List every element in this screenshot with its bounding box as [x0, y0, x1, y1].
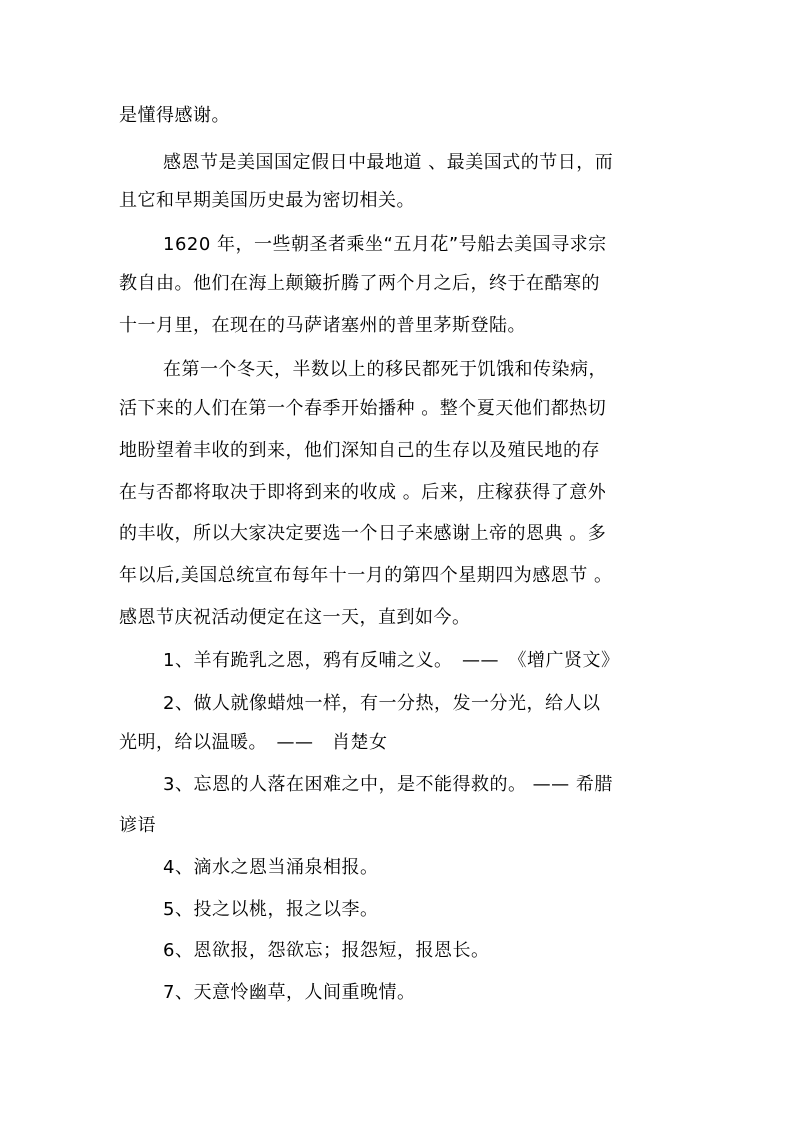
text-line: 在与否都将取决于即将到来的收成 。后来，庄稼获得了意外 — [119, 482, 607, 503]
text-line: 是懂得感谢。 — [119, 105, 230, 126]
text-line: 教自由。他们在海上颠簸折腾了两个月之后，终于在酷寒的 — [119, 273, 600, 294]
list-item: 4、滴水之恩当涌泉相报。 — [163, 857, 379, 878]
text-line: 年以后,美国总统宣布每年十一月的第四个星期四为感恩节 。 — [119, 565, 613, 586]
text-line: 1620 年，一些朝圣者乘坐“五月花”号船去美国寻求宗 — [163, 234, 607, 255]
text-line: 地盼望着丰收的到来，他们深知自己的生存以及殖民地的存 — [119, 440, 600, 461]
text-line: 十一月里，在现在的马萨诸塞州的普里茅斯登陆。 — [119, 315, 526, 336]
list-item: 3、忘恩的人落在困难之中，是不能得救的。 —— 希腊 — [163, 774, 613, 795]
text-line: 的丰收，所以大家决定要选一个日子来感谢上帝的恩典 。多 — [119, 523, 607, 544]
list-item: 5、投之以桃，报之以李。 — [163, 899, 379, 920]
text-line: 感恩节是美国国定假日中最地道 、最美国式的节日，而 — [163, 152, 614, 173]
text-line: 活下来的人们在第一个春季开始播种 。整个夏天他们都热切 — [119, 398, 607, 419]
list-item-continuation: 谚语 — [119, 815, 156, 836]
text-line: 感恩节庆祝活动便定在这一天，直到如今。 — [119, 607, 471, 628]
list-item: 2、做人就像蜡烛一样，有一分热，发一分光，给人以 — [163, 693, 601, 714]
list-item: 7、天意怜幽草，人间重晚情。 — [163, 982, 416, 1003]
list-item-continuation: 光明，给以温暖。 —— 肖楚女 — [119, 732, 388, 753]
text-line: 在第一个冬天，半数以上的移民都死于饥饿和传染病， — [163, 359, 607, 380]
list-item: 6、恩欲报，怨欲忘；报怨短，报恩长。 — [163, 940, 490, 961]
list-item: 1、羊有跪乳之恩，鸦有反哺之义。 —— 《增广贤文》 — [163, 650, 620, 671]
text-line: 且它和早期美国历史最为密切相关。 — [119, 190, 415, 211]
